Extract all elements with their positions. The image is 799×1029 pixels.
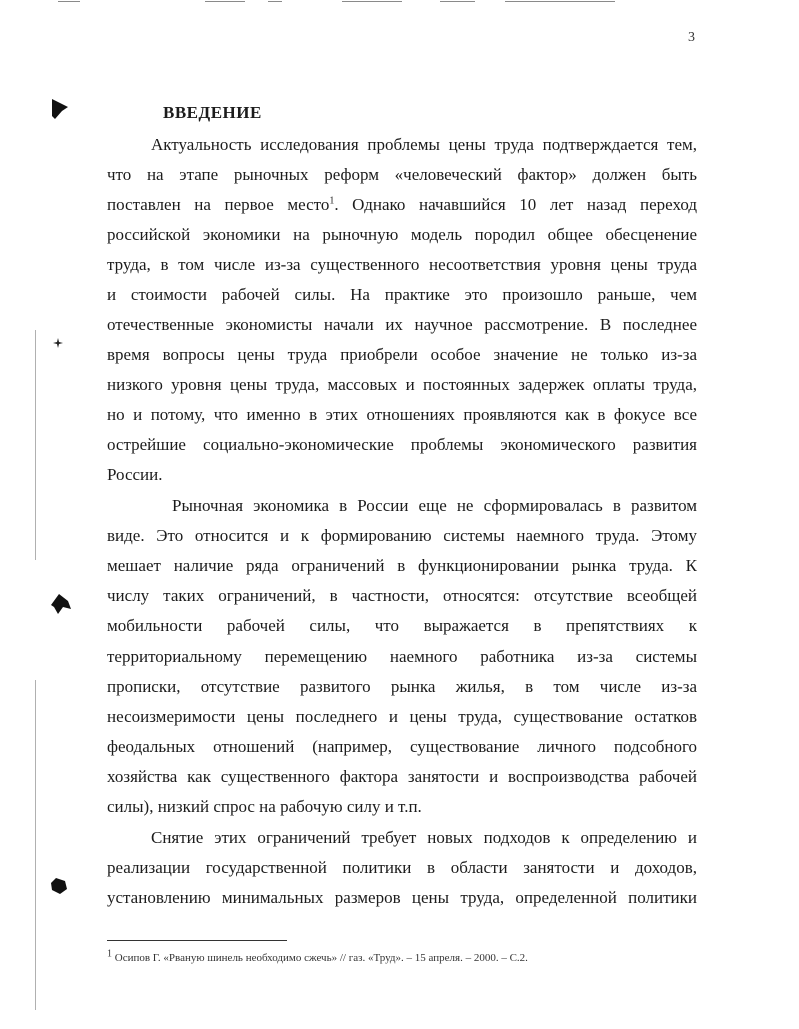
paragraph2-line: несоизмеримости цены последнего и цены труда, существование остатков: [107, 707, 697, 726]
scan-artifact: [505, 1, 615, 2]
scan-artifact: [342, 1, 402, 2]
paragraph2-line: хозяйства как существенного фактора занятости и воспроизводства рабочей: [107, 767, 697, 786]
paragraph1-text: поставлен на первое место: [107, 195, 330, 214]
paragraph1-line: время вопросы цены труда приобрели особое значение не только из-за: [107, 345, 697, 364]
paragraph3-line: реализации государственной политики в области занятости и доходов,: [107, 858, 697, 877]
paragraph2-line: Рыночная экономика в России еще не сформировалась в развитом: [172, 496, 697, 515]
footnote-number: 1: [107, 948, 112, 960]
scan-artifact: [268, 1, 282, 2]
paragraph1-line: Актуальность исследования проблемы цены труда подтверждается тем,: [151, 135, 697, 154]
paragraph2-line: силы), низкий спрос на рабочую силу и т.п.: [107, 797, 422, 816]
margin-scan-line: [35, 330, 36, 560]
paragraph3-line: установлению минимальных размеров цены труда, определенной политики: [107, 888, 697, 907]
paragraph1-line: и стоимости рабочей силы. На практике это произошло раньше, чем: [107, 285, 697, 304]
punch-mark: [50, 593, 72, 615]
paragraph1-line: острейшие социально-экономические проблемы экономического развития: [107, 435, 697, 454]
paragraph2-line: мобильности рабочей силы, что выражается в препятствиях к: [107, 616, 697, 635]
paragraph1-line: что на этапе рыночных реформ «человеческий фактор» должен быть: [107, 165, 697, 184]
paragraph2-line: территориальному перемещению наемного работника из-за системы: [107, 647, 697, 666]
scan-artifact: [58, 1, 80, 2]
margin-scan-line: [35, 680, 36, 1010]
scan-artifact: [205, 1, 245, 2]
star-mark: [53, 338, 63, 348]
paragraph1-line: России.: [107, 465, 163, 484]
section-heading: ВВЕДЕНИЕ: [163, 103, 262, 122]
paragraph2-line: мешает наличие ряда ограничений в функционировании рынка труда. К: [107, 556, 697, 575]
paragraph2-line: феодальных отношений (например, существование личного подсобного: [107, 737, 697, 756]
paragraph1-text: . Однако начавшийся 10 лет назад переход: [334, 195, 698, 214]
punch-mark: [50, 98, 70, 120]
paragraph1-line: российской экономики на рыночную модель породил общее обесценение: [107, 225, 697, 244]
page-number: 3: [688, 30, 695, 45]
paragraph1-line: отечественные экономисты начали их научное рассмотрение. В последнее: [107, 315, 697, 334]
footnote-text: Осипов Г. «Рваную шинель необходимо сжечь» // газ. «Труд». – 15 апреля. – 2000. – С.2.: [112, 952, 528, 964]
punch-mark: [50, 877, 68, 895]
footnote-reference: 1: [329, 195, 335, 207]
scan-artifact: [440, 1, 475, 2]
paragraph3-line: Снятие этих ограничений требует новых подходов к определению и: [151, 828, 697, 847]
paragraph2-line: числу таких ограничений, в частности, относятся: отсутствие всеобщей: [107, 586, 697, 605]
footnote-divider: [107, 940, 287, 941]
paragraph1-line: низкого уровня цены труда, массовых и постоянных задержек оплаты труда,: [107, 375, 697, 394]
paragraph1-line: [107, 194, 697, 216]
paragraph2-line: прописки, отсутствие развитого рынка жилья, в том числе из-за: [107, 677, 697, 696]
paragraph1-line: труда, в том числе из-за существенного несоответствия уровня цены труда: [107, 255, 697, 274]
paragraph2-line: виде. Это относится и к формированию системы наемного труда. Этому: [107, 526, 697, 545]
paragraph1-line: но и потому, что именно в этих отношениях проявляются как в фокусе все: [107, 405, 697, 424]
footnote: [107, 948, 528, 964]
